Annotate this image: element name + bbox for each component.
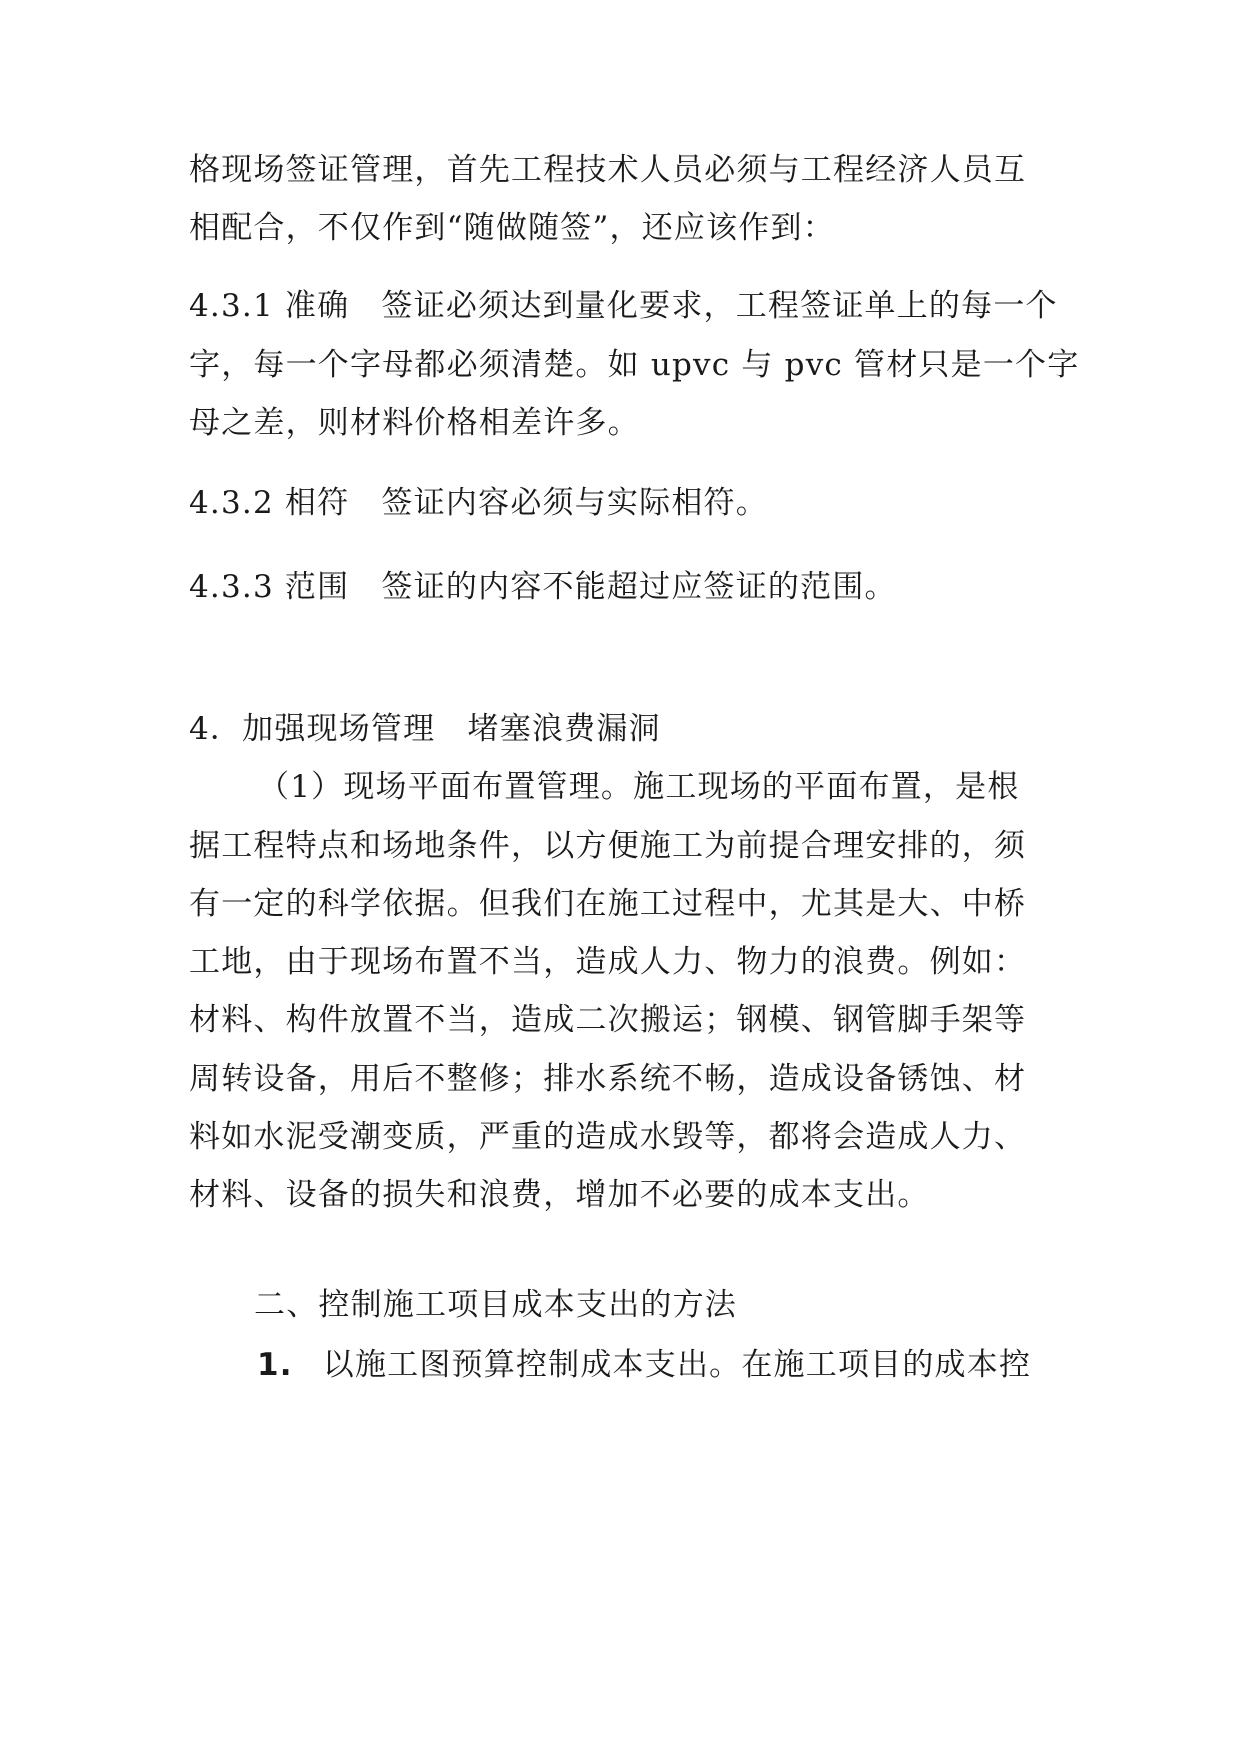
paragraph-line: 料如水泥受潮变质，严重的造成水毁等，都将会造成人力、 xyxy=(189,1119,1027,1155)
section-heading-2: 二、控制施工项目成本支出的方法 xyxy=(254,1287,737,1323)
paragraph-line: 工地，由于现场布置不当，造成人力、物力的浪费。例如： xyxy=(189,944,1027,980)
numbered-item-1 xyxy=(257,1345,1031,1385)
paragraph-line: 据工程特点和场地条件，以方便施工为前提合理安排的，须 xyxy=(189,828,1027,864)
paragraph-line: 母之差，则材料价格相差许多。 xyxy=(189,405,640,441)
clause-4-3-1: 4.3.1 准确 签证必须达到量化要求，工程签证单上的每一个 xyxy=(189,288,1058,324)
paragraph-line: 材料、设备的损失和浪费，增加不必要的成本支出。 xyxy=(189,1177,930,1213)
paragraph-line: 相配合，不仅作到“随做随签”，还应该作到： xyxy=(189,210,835,246)
paragraph-line: （1）现场平面布置管理。施工现场的平面布置，是根 xyxy=(258,769,1020,805)
paragraph-line: 材料、构件放置不当，造成二次搬运；钢模、钢管脚手架等 xyxy=(189,1002,1027,1038)
section-heading-4: 4．加强现场管理 堵塞浪费漏洞 xyxy=(189,711,661,747)
clause-4-3-3: 4.3.3 范围 签证的内容不能超过应签证的范围。 xyxy=(189,569,897,605)
item-text: 以施工图预算控制成本支出。在施工项目的成本控 xyxy=(322,1347,1032,1383)
paragraph-line: 周转设备，用后不整修；排水系统不畅，造成设备锈蚀、材 xyxy=(189,1061,1027,1097)
paragraph-line: 格现场签证管理，首先工程技术人员必须与工程经济人员互 xyxy=(189,152,1027,188)
paragraph-line: 字，每一个字母都必须清楚。如 upvc 与 pvc 管材只是一个字 xyxy=(189,347,1080,383)
clause-4-3-2: 4.3.2 相符 签证内容必须与实际相符。 xyxy=(189,485,768,521)
paragraph-line: 有一定的科学依据。但我们在施工过程中，尤其是大、中桥 xyxy=(189,886,1027,922)
item-number: 1. xyxy=(257,1347,293,1383)
